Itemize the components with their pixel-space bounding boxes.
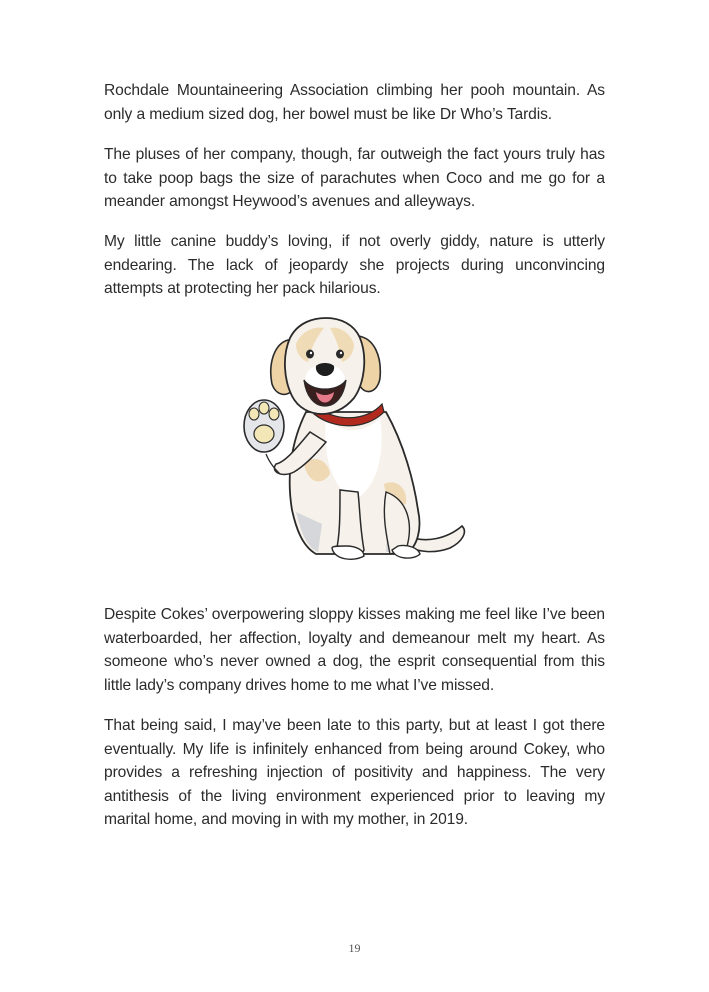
paragraph-5: That being said, I may’ve been late to this party, but at least I got there eventually. My life is infinitely enhanced from being around Cokey, who provides a refreshing injection of positivity and happiness. The very antithesis of the living environment experienced prior to leaving my marital home, and moving in with my mother, in 2019. [104, 717, 605, 829]
paragraph-3: My little canine buddy’s loving, if not overly giddy, nature is utterly endearing. The lack of jeopardy she projects during unconvincing attempts at protecting her pack hilarious. [104, 233, 605, 298]
paragraph-1: Rochdale Mountaineering Association climbing her pooh mountain. As only a medium sized dog, her bowel must be like Dr Who’s Tardis. [104, 82, 605, 123]
paragraph-4: Despite Cokes’ overpowering sloppy kisses making me feel like I’ve been waterboarded, her affection, loyalty and demeanour melt my heart. As someone who’s never owned a dog, the esprit consequential from this little lady’s company drives home to me what I’ve missed. [104, 606, 605, 694]
page-number: 19 [348, 941, 361, 955]
waving-dog-illustration [236, 314, 472, 564]
paragraph-2: The pluses of her company, though, far outweigh the fact yours truly has to take poop bags the size of parachutes when Coco and me go for a meander amongst Heywood’s avenues and alleyways. [104, 146, 605, 211]
